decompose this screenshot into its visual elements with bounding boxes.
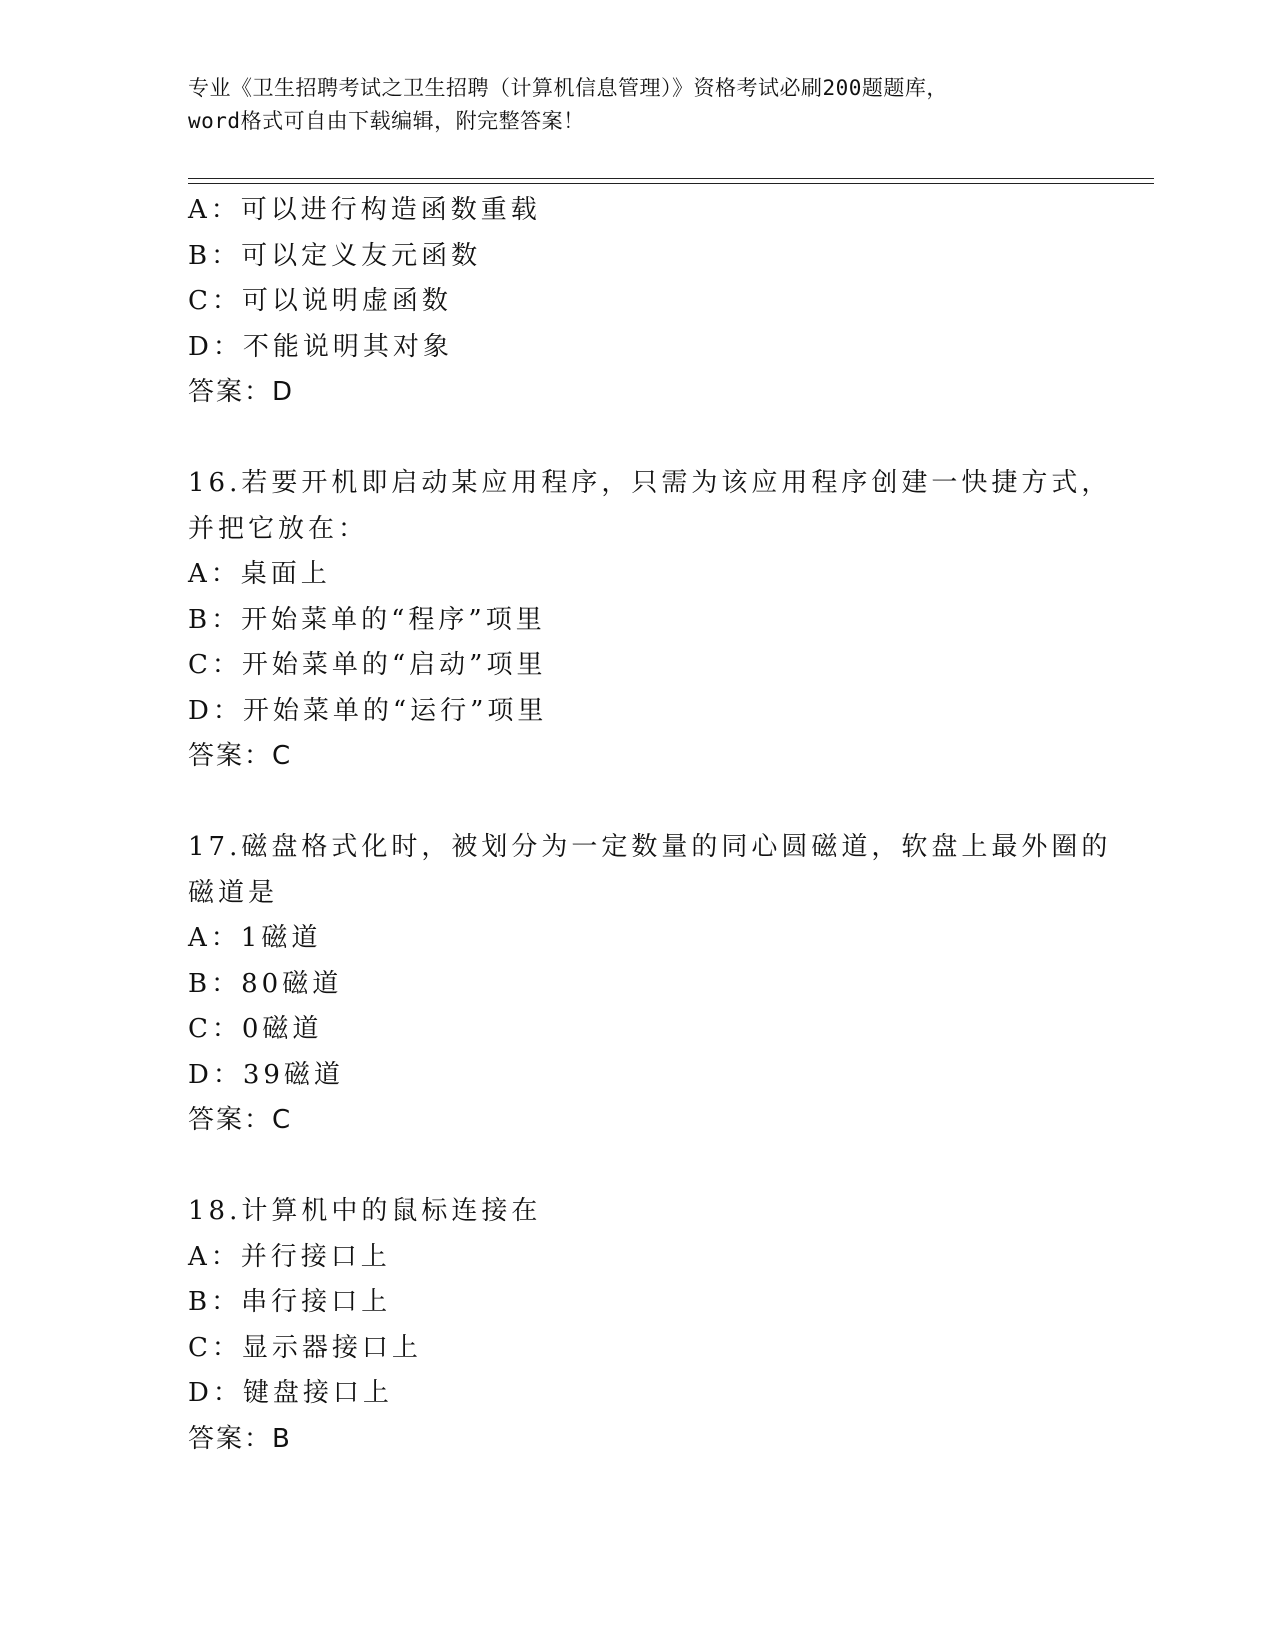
answer-text: 答案：C <box>188 741 293 771</box>
option-c: C：显示器接口上 <box>188 1332 422 1363</box>
question-18 <box>188 1189 1118 1462</box>
answer-text: 答案：B <box>188 1423 292 1454</box>
question-stem-line-1: 17.磁盘格式化时，被划分为一定数量的同心圆磁道，软盘上最外圈的 <box>188 832 1112 862</box>
option-c: C：开始菜单的“启动”项里 <box>188 650 547 680</box>
question-stem-line-1: 18.计算机中的鼠标连接在 <box>188 1196 542 1226</box>
option-d: D：开始菜单的“运行”项里 <box>188 695 548 726</box>
spacer <box>188 416 1118 462</box>
option-a: A：并行接口上 <box>188 1241 391 1272</box>
option-c: C：可以说明虚函数 <box>188 286 452 316</box>
document-header <box>188 72 1068 138</box>
option-a: A：1磁道 <box>188 923 322 953</box>
question-17 <box>188 825 1118 1144</box>
header-title-line-1: 专业《卫生招聘考试之卫生招聘（计算机信息管理）》资格考试必刷200题题库， <box>188 76 948 100</box>
question-stem-line-2: 磁道是 <box>188 877 279 908</box>
option-b: B：开始菜单的“程序”项里 <box>188 604 546 635</box>
option-d: D：不能说明其对象 <box>188 331 453 362</box>
option-a: A：桌面上 <box>188 559 331 589</box>
header-divider-top <box>188 178 1154 179</box>
option-b: B：可以定义友元函数 <box>188 240 482 271</box>
question-stem-line-1: 16.若要开机即启动某应用程序，只需为该应用程序创建一快捷方式， <box>188 468 1112 498</box>
option-c: C：0磁道 <box>188 1014 323 1044</box>
question-list <box>188 188 1118 1462</box>
spacer <box>188 1144 1118 1190</box>
header-divider-bottom <box>188 183 1154 184</box>
question-15 <box>188 188 1118 416</box>
header-title-line-2: word格式可自由下载编辑，附完整答案！ <box>188 109 585 133</box>
option-d: D：39磁道 <box>188 1059 344 1090</box>
spacer <box>188 780 1118 826</box>
question-16 <box>188 461 1118 780</box>
option-d: D：键盘接口上 <box>188 1378 393 1408</box>
option-b: B：串行接口上 <box>188 1287 392 1317</box>
option-a: A：可以进行构造函数重载 <box>188 195 541 225</box>
option-b: B：80磁道 <box>188 968 343 999</box>
answer-text: 答案：D <box>188 377 295 407</box>
answer-text: 答案：C <box>188 1105 293 1135</box>
question-stem-line-2: 并把它放在： <box>188 513 369 544</box>
